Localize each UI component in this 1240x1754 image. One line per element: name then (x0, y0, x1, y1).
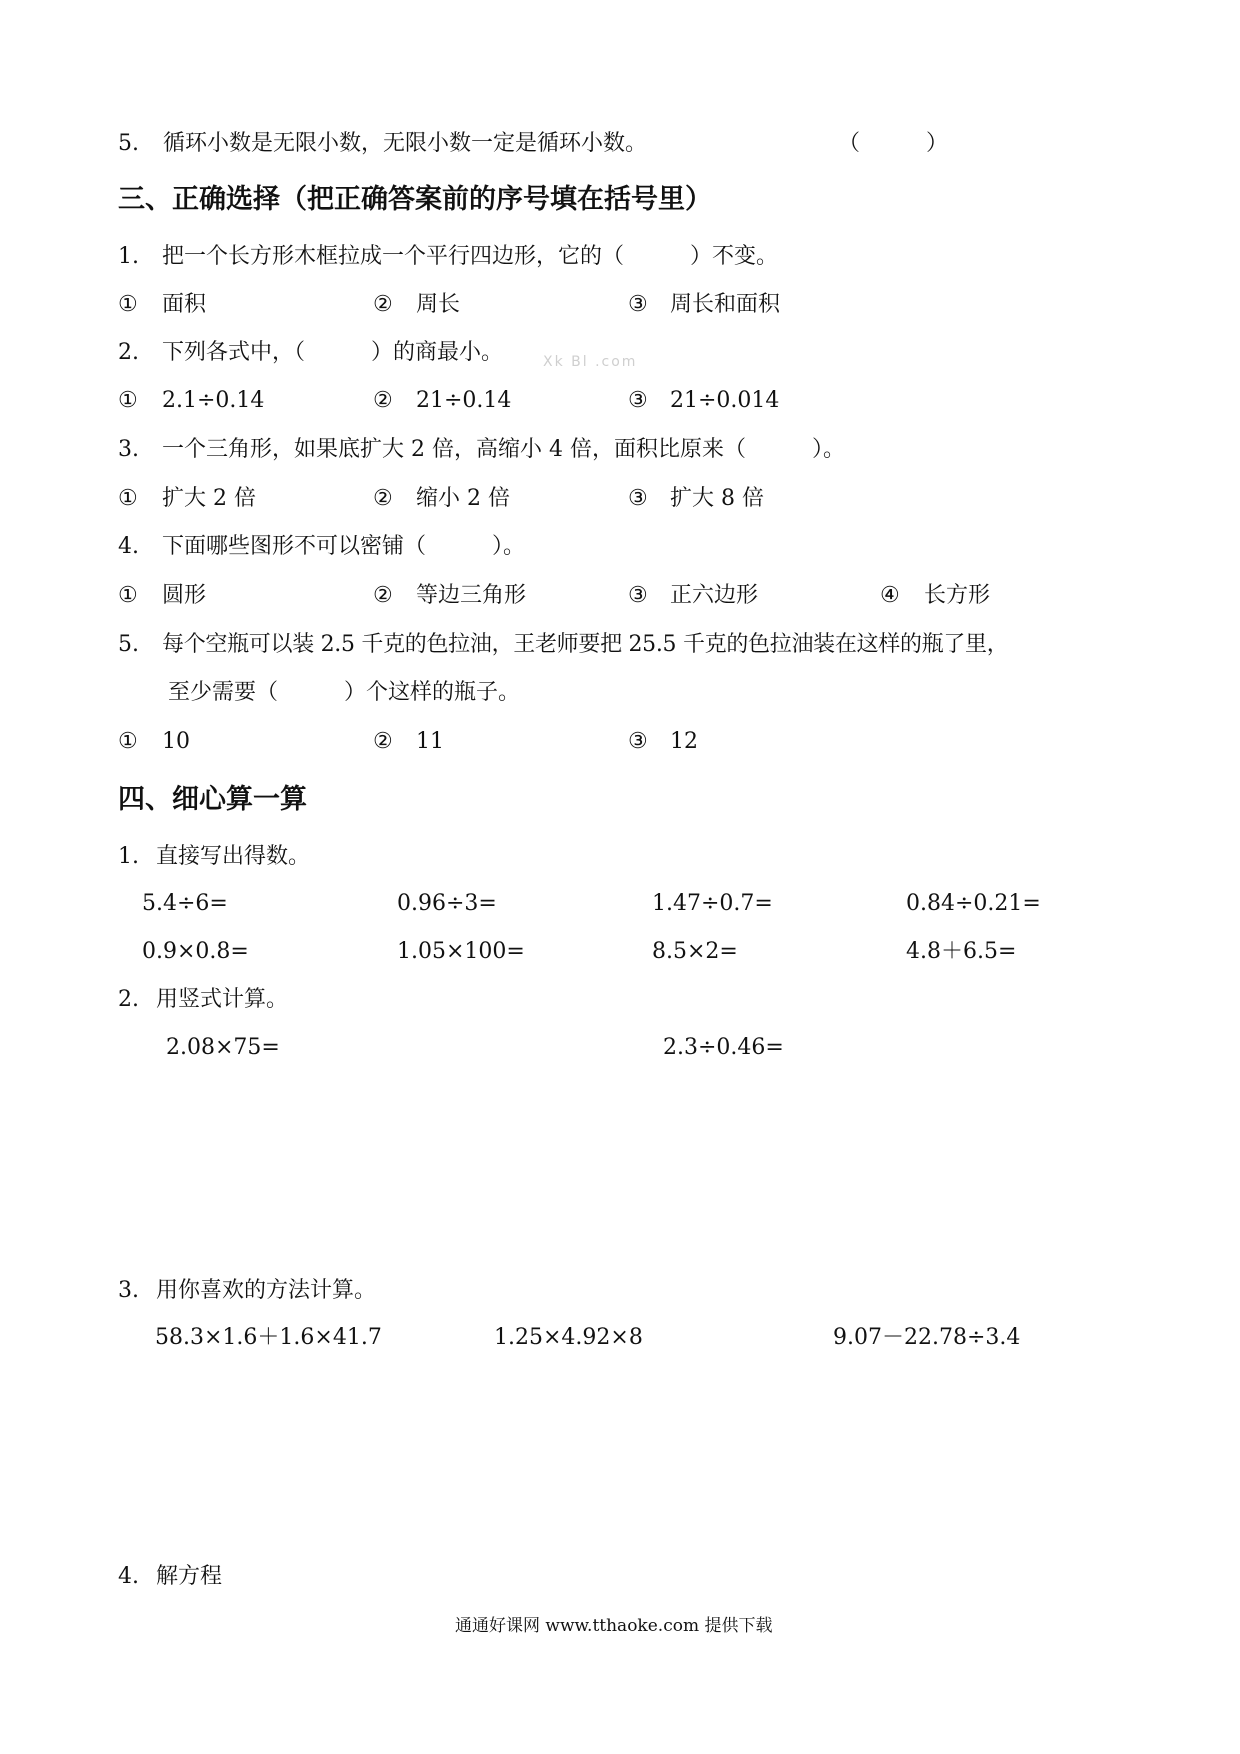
option-mark: ③ (628, 388, 648, 413)
question-text: 用你喜欢的方法计算。 (156, 1278, 377, 1303)
question-text: 解方程 (156, 1564, 223, 1589)
calc-expression: 9.07－22.78÷3.4 (833, 1325, 1021, 1350)
option-mark: ① (118, 583, 138, 608)
calc-expression: 1.47÷0.7= (652, 891, 773, 916)
question-number: 4. (118, 534, 139, 559)
option-text: 11 (416, 729, 444, 754)
question-number: 5. (118, 632, 139, 657)
question-text: 下面哪些图形不可以密铺（ ）。 (162, 534, 526, 559)
section-title: 四、细心算一算 (118, 784, 307, 815)
option-mark: ③ (628, 583, 648, 608)
option-mark: ④ (880, 583, 900, 608)
question-number: 5. (118, 131, 139, 156)
calc-expression: 58.3×1.6＋1.6×41.7 (155, 1325, 382, 1350)
watermark-text: Xk Bl .com (543, 354, 638, 370)
option-text: 扩大 2 倍 (162, 486, 256, 511)
question-text: 每个空瓶可以装 2.5 千克的色拉油，王老师要把 25.5 千克的色拉油装在这样的瓶了里， (162, 632, 1009, 657)
question-number: 2. (118, 987, 139, 1012)
question-text-continued: 至少需要（ ）个这样的瓶子。 (168, 680, 521, 705)
option-mark: ① (118, 388, 138, 413)
option-mark: ③ (628, 292, 648, 317)
question-number: 1. (118, 244, 139, 269)
question-number: 3. (118, 437, 139, 462)
section-title: 三、正确选择（把正确答案前的序号填在括号里） (118, 184, 712, 215)
answer-blank[interactable]: （ ） (838, 131, 949, 156)
option-text: 10 (162, 729, 190, 754)
option-mark: ② (373, 486, 393, 511)
question-number: 4. (118, 1564, 139, 1589)
question-number: 3. (118, 1278, 139, 1303)
option-text: 长方形 (924, 583, 991, 608)
option-text: 21÷0.014 (670, 388, 780, 413)
calc-expression: 1.25×4.92×8 (494, 1325, 643, 1350)
question-text: 直接写出得数。 (156, 844, 311, 869)
calc-expression: 8.5×2= (652, 939, 738, 964)
question-text: 循环小数是无限小数，无限小数一定是循环小数。 (163, 131, 648, 156)
option-mark: ① (118, 486, 138, 511)
option-text: 周长 (416, 292, 461, 317)
question-text: 把一个长方形木框拉成一个平行四边形，它的（ ）不变。 (162, 244, 779, 269)
footer-text: 通通好课网 www.tthaoke.com 提供下载 (455, 1616, 773, 1636)
option-text: 面积 (162, 292, 207, 317)
option-mark: ③ (628, 729, 648, 754)
option-text: 正六边形 (670, 583, 759, 608)
option-mark: ② (373, 388, 393, 413)
calc-expression: 2.08×75= (166, 1035, 280, 1060)
option-text: 21÷0.14 (416, 388, 512, 413)
question-text: 用竖式计算。 (156, 987, 289, 1012)
option-text: 2.1÷0.14 (162, 388, 265, 413)
option-text: 缩小 2 倍 (416, 486, 510, 511)
calc-expression: 1.05×100= (397, 939, 525, 964)
calc-expression: 0.96÷3= (397, 891, 497, 916)
calc-expression: 5.4÷6= (142, 891, 228, 916)
calc-expression: 0.84÷0.21= (906, 891, 1041, 916)
option-mark: ② (373, 292, 393, 317)
option-mark: ① (118, 292, 138, 317)
calc-expression: 4.8＋6.5= (906, 939, 1017, 964)
question-text: 一个三角形，如果底扩大 2 倍，高缩小 4 倍，面积比原来（ ）。 (162, 437, 845, 462)
option-mark: ③ (628, 486, 648, 511)
question-number: 1. (118, 844, 139, 869)
question-number: 2. (118, 340, 139, 365)
option-text: 12 (670, 729, 698, 754)
option-text: 圆形 (162, 583, 207, 608)
option-text: 周长和面积 (670, 292, 781, 317)
option-text: 等边三角形 (416, 583, 527, 608)
calc-expression: 0.9×0.8= (142, 939, 249, 964)
option-mark: ② (373, 729, 393, 754)
option-mark: ① (118, 729, 138, 754)
option-text: 扩大 8 倍 (670, 486, 764, 511)
question-text: 下列各式中，（ ）的商最小。 (162, 340, 504, 365)
calc-expression: 2.3÷0.46= (663, 1035, 784, 1060)
option-mark: ② (373, 583, 393, 608)
